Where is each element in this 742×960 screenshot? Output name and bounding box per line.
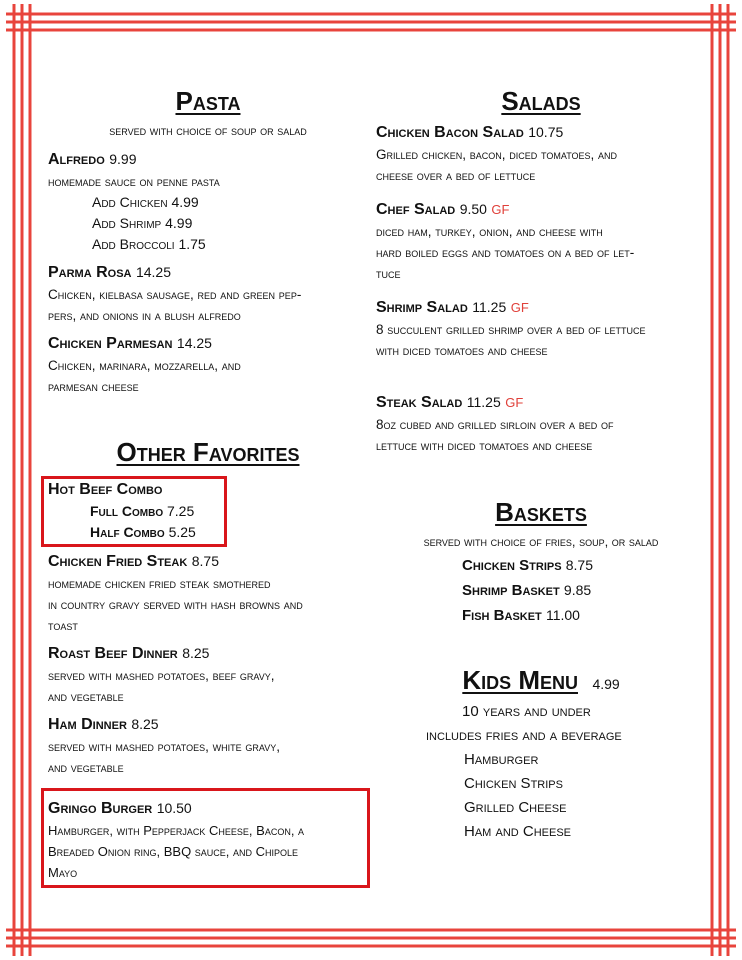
cfs-name: Chicken Fried Steak: [48, 553, 188, 570]
cbs-desc-1: Grilled chicken, bacon, diced tomatoes, and: [376, 147, 618, 162]
cfs-price: 8.75: [191, 553, 219, 569]
pasta-note: served with choice of soup or salad: [109, 123, 307, 138]
left-column: [48, 86, 368, 397]
basket-item: Shrimp Basket 9.85: [462, 582, 592, 599]
kids-menu-heading: Kids Menu: [462, 665, 578, 695]
baskets-section: [376, 497, 706, 628]
other-favorites-list: [48, 550, 378, 778]
gringo-desc-3: Mayo: [48, 865, 78, 880]
kids-item: Hamburger: [464, 751, 539, 768]
half-combo-price: 5.25: [168, 524, 196, 540]
steak-desc-2: lettuce with diced tomatoes and cheese: [376, 438, 593, 453]
baskets-heading: Baskets: [495, 497, 587, 527]
salads-heading: Salads: [501, 86, 581, 116]
addon-shrimp: Add Shrimp 4.99: [92, 215, 193, 231]
chef-gf-label: GF: [491, 202, 510, 217]
pasta-heading: Pasta: [175, 86, 241, 116]
salads-section: [376, 86, 706, 456]
basket-item: Fish Basket 11.00: [462, 607, 580, 624]
steak-salad-item: [376, 391, 706, 456]
roast-name: Roast Beef Dinner: [48, 645, 178, 662]
steak-price: 11.25: [466, 394, 501, 410]
shrimp-salad-item: [376, 296, 706, 361]
ham-desc-1: served with mashed potatoes, white gravy,: [48, 739, 280, 754]
cbs-desc-2: cheese over a bed of lettuce: [376, 168, 536, 183]
gringo-desc-1: Hamburger, with Pepperjack Cheese, Bacon, a: [48, 823, 305, 838]
kids-item: Ham and Cheese: [464, 823, 572, 840]
addon-chicken: Add Chicken 4.99: [92, 194, 199, 210]
ham-desc-2: and vegetable: [48, 760, 124, 775]
cfs-desc-1: homemade chicken fried steak smothered: [48, 576, 271, 591]
kids-menu-price: 4.99: [592, 676, 620, 692]
ham-dinner-item: [48, 713, 378, 778]
baskets-note: served with choice of fries, soup, or salad: [423, 534, 659, 549]
other-favorites-heading: Other Favorites: [116, 437, 300, 467]
shrimp-salad-name: Shrimp Salad: [376, 299, 468, 316]
steak-gf-label: GF: [505, 395, 524, 410]
kids-menu-section: [376, 665, 706, 844]
parma-desc-1: Chicken, kielbasa sausage, red and green pep-: [48, 287, 302, 302]
hot-beef-item: [48, 479, 368, 543]
kids-age-note: 10 years and under: [462, 703, 591, 720]
parma-price: 14.25: [135, 264, 172, 280]
shrimp-salad-price: 11.25: [472, 299, 507, 315]
gringo-price: 10.50: [156, 800, 192, 816]
parma-rosa-item: [48, 261, 368, 326]
alfredo-item: [48, 148, 368, 255]
parmesan-desc-2: parmesan cheese: [48, 379, 139, 394]
chef-salad-item: [376, 198, 706, 284]
shrimp-desc-1: 8 succulent grilled shrimp over a bed of lettuce: [376, 322, 646, 337]
steak-name: Steak Salad: [376, 394, 463, 411]
full-combo-price: 7.25: [167, 503, 195, 519]
shrimp-desc-2: with diced tomatoes and cheese: [376, 343, 548, 358]
kids-item: Grilled Cheese: [464, 799, 567, 816]
half-combo-label: Half Combo: [90, 524, 165, 540]
cfs-desc-3: toast: [48, 618, 78, 633]
alfredo-name: Alfredo: [48, 151, 105, 168]
chef-desc-1: diced ham, turkey, onion, and cheese with: [376, 224, 603, 239]
shrimp-gf-label: GF: [510, 300, 529, 315]
alfredo-desc: homemade sauce on penne pasta: [48, 174, 220, 189]
steak-desc-1: 8oz cubed and grilled sirloin over a bed of: [376, 417, 614, 432]
roast-beef-item: [48, 642, 378, 707]
addon-broccoli: Add Broccoli 1.75: [92, 236, 206, 252]
parma-desc-2: pers, and onions in a blush alfredo: [48, 308, 241, 323]
roast-price: 8.25: [182, 645, 210, 661]
chicken-bacon-salad-item: [376, 121, 706, 186]
roast-desc-1: served with mashed potatoes, beef gravy,: [48, 668, 275, 683]
gringo-burger-item: [48, 797, 366, 883]
chef-desc-3: tuce: [376, 266, 401, 281]
chef-desc-2: hard boiled eggs and tomatoes on a bed of let-: [376, 245, 635, 260]
chef-name: Chef Salad: [376, 201, 456, 218]
parmesan-price: 14.25: [176, 335, 212, 351]
hot-beef-name: Hot Beef Combo: [48, 481, 163, 498]
parmesan-name: Chicken Parmesan: [48, 335, 173, 352]
gringo-name: Gringo Burger: [48, 800, 153, 817]
ham-price: 8.25: [131, 716, 159, 732]
ham-name: Ham Dinner: [48, 716, 127, 733]
chicken-fried-steak-item: [48, 550, 378, 636]
roast-desc-2: and vegetable: [48, 689, 124, 704]
cfs-desc-2: in country gravy served with hash browns and: [48, 597, 303, 612]
chef-price: 9.50: [459, 201, 487, 217]
cbs-name: Chicken Bacon Salad: [376, 124, 524, 141]
cbs-price: 10.75: [528, 124, 564, 140]
parma-name: Parma Rosa: [48, 264, 132, 281]
kids-includes-note: includes fries and a beverage: [426, 727, 622, 744]
full-combo-label: Full Combo: [90, 503, 164, 519]
basket-item: Chicken Strips 8.75: [462, 557, 593, 574]
alfredo-price: 9.99: [109, 151, 137, 167]
chicken-parmesan-item: [48, 332, 368, 397]
kids-item: Chicken Strips: [464, 775, 563, 792]
gringo-desc-2: Breaded Onion ring, BBQ sauce, and Chipole: [48, 844, 299, 859]
parmesan-desc-1: Chicken, marinara, mozzarella, and: [48, 358, 241, 373]
